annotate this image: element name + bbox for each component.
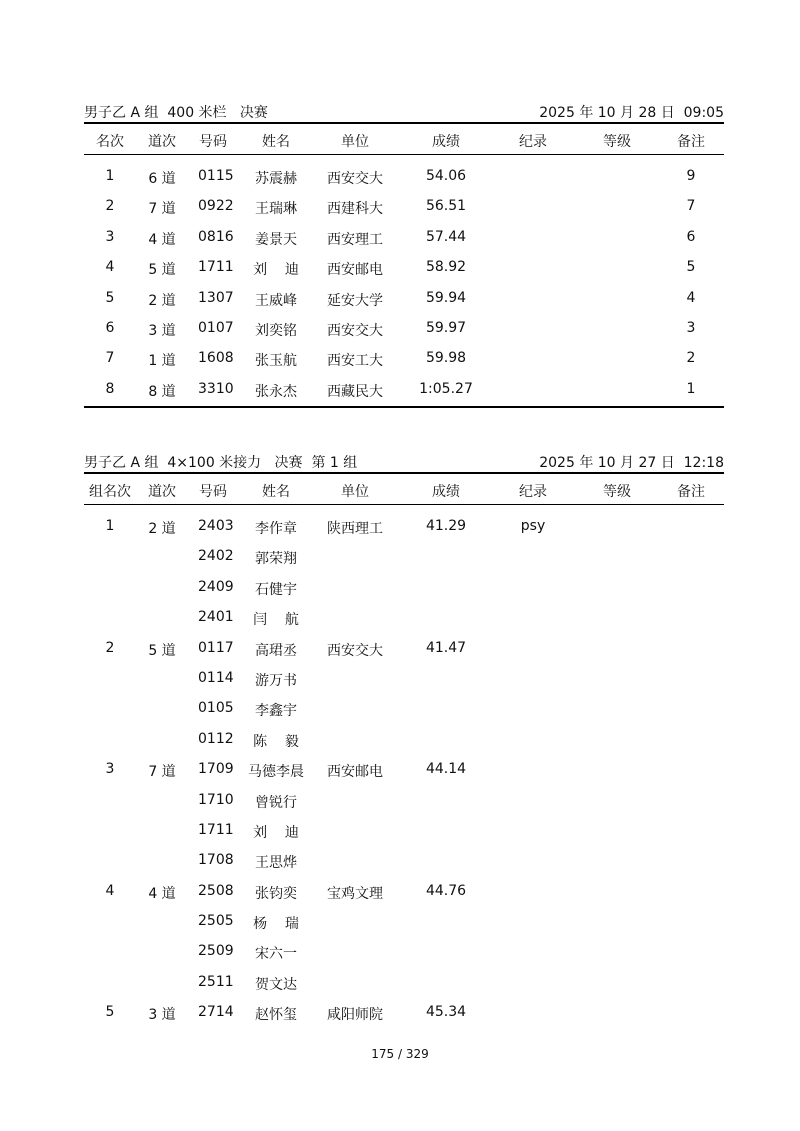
bib-cell: 0112 [198,730,234,747]
athlete-name-cell: 杨 瑞 [253,916,299,933]
result-cell: 1:05.27 [419,380,473,397]
table-row [84,845,724,875]
result-cell: 44.14 [425,761,467,778]
bib-cell: 1711 [198,821,234,838]
table-row [84,343,724,373]
athlete-name-cell: 宋六一 [255,946,297,963]
header-lane: 道次 [148,484,176,500]
bib-cell: 0105 [198,700,234,717]
bib-cell: 2409 [198,578,234,595]
bib-cell: 1307 [198,289,234,306]
event-title: 男子乙 A 组 4×100 米接力 决赛 第 1 组 [84,455,358,471]
rank-cell: 2 [105,639,115,656]
table-row [84,572,724,602]
table-row [84,876,724,906]
unit-cell: 西安交大 [327,642,383,659]
rank-cell: 3 [105,761,115,778]
athlete-name-cell: 刘 迪 [253,262,299,279]
lane-cell: 7 道 [148,201,176,218]
table-row [84,997,724,1027]
athlete-name-cell: 王瑞琳 [255,201,297,218]
table-row [84,663,724,693]
note-cell: 4 [686,289,696,306]
header-unit: 单位 [341,484,369,500]
lane-cell: 4 道 [148,231,176,248]
athlete-name-cell: 高珺丞 [255,642,297,659]
section-title-row [84,450,724,472]
rank-cell: 5 [105,289,115,306]
result-cell: 44.76 [425,882,467,899]
athlete-name-cell: 赵怀玺 [255,1007,297,1024]
result-cell: 59.97 [425,319,467,336]
lane-cell: 6 道 [148,171,176,187]
bib-cell: 2511 [198,973,234,990]
result-cell: 56.51 [425,198,467,215]
results-section-4x100-relay [84,450,724,1028]
unit-cell: 西安邮电 [327,262,383,279]
table-bottom-rule [84,406,724,408]
result-cell: 59.94 [425,289,467,306]
athlete-name-cell: 王思烨 [255,855,297,872]
bib-cell: 1608 [198,350,234,367]
lane-cell: 3 道 [148,1007,176,1024]
header-note: 备注 [677,484,705,500]
athlete-name-cell: 张永杰 [255,383,297,400]
unit-cell: 延安大学 [327,292,383,309]
athlete-name-cell: 王威峰 [255,292,297,309]
record-cell: psy [520,518,546,534]
lane-cell: 5 道 [148,262,176,279]
header-number: 号码 [199,134,227,150]
rank-cell: 7 [105,350,115,367]
bib-cell: 0115 [198,168,234,184]
athlete-name-cell: 游万书 [255,672,297,689]
athlete-name-cell: 贺文达 [255,976,297,993]
unit-cell: 西安理工 [327,231,383,248]
athlete-name-cell: 苏震赫 [255,171,297,187]
header-grade: 等级 [603,484,631,500]
bib-cell: 2509 [198,943,234,960]
results-table-body [84,161,724,404]
athlete-name-cell: 郭荣翔 [255,551,297,568]
rank-cell: 1 [105,518,115,534]
table-row [84,222,724,252]
header-unit: 单位 [341,134,369,150]
note-cell: 5 [686,259,696,276]
athlete-name-cell: 刘奕铭 [255,322,297,339]
bib-cell: 0922 [198,198,234,215]
results-section-400m-hurdles [84,100,724,408]
note-cell: 7 [686,198,696,215]
result-cell: 57.44 [425,228,467,245]
note-cell: 6 [686,228,696,245]
event-title: 男子乙 A 组 400 米栏 决赛 [84,105,268,121]
event-datetime: 2025 年 10 月 28 日 09:05 [539,105,724,121]
table-header-row [84,124,724,154]
table-row [84,252,724,282]
table-row [84,541,724,571]
rank-cell: 4 [105,882,115,899]
rank-cell: 5 [105,1004,115,1021]
unit-cell: 西藏民大 [327,383,383,400]
table-row [84,511,724,541]
bib-cell: 1711 [198,259,234,276]
result-cell: 41.29 [425,518,467,534]
section-title-row [84,100,724,122]
bib-cell: 2402 [198,548,234,565]
table-row [84,313,724,343]
athlete-name-cell: 陈 毅 [253,733,299,750]
unit-cell: 西安交大 [327,322,383,339]
table-row [84,967,724,997]
table-row [84,724,724,754]
header-number: 号码 [199,484,227,500]
header-result: 成绩 [432,134,460,150]
table-row [84,815,724,845]
athlete-name-cell: 闫 航 [253,612,299,629]
lane-cell: 5 道 [148,642,176,659]
header-name: 姓名 [262,484,290,500]
lane-cell: 3 道 [148,322,176,339]
lane-cell: 7 道 [148,764,176,781]
table-row [84,374,724,404]
lane-cell: 2 道 [148,521,176,537]
unit-cell: 陕西理工 [327,521,383,537]
athlete-name-cell: 石健宇 [255,581,297,598]
bib-cell: 0114 [198,669,234,686]
bib-cell: 2508 [198,882,234,899]
header-rank: 名次 [96,134,124,150]
header-result: 成绩 [432,484,460,500]
rank-cell: 3 [105,228,115,245]
unit-cell: 宝鸡文理 [327,885,383,902]
bib-cell: 2401 [198,609,234,626]
result-cell: 45.34 [425,1004,467,1021]
table-row [84,602,724,632]
athlete-name-cell: 马德李晨 [248,764,304,781]
lane-cell: 2 道 [148,292,176,309]
bib-cell: 1709 [198,761,234,778]
header-record: 纪录 [519,484,547,500]
header-record: 纪录 [519,134,547,150]
unit-cell: 西安交大 [327,171,383,187]
rank-cell: 2 [105,198,115,215]
unit-cell: 西安工大 [327,353,383,370]
bib-cell: 2714 [198,1004,234,1021]
results-table-body [84,511,724,1028]
page-number: 175 / 329 [371,1047,429,1061]
event-datetime: 2025 年 10 月 27 日 12:18 [539,455,724,471]
header-rank: 组名次 [89,484,131,500]
table-row [84,633,724,663]
unit-cell: 咸阳师院 [327,1007,383,1024]
bib-cell: 2403 [198,518,234,534]
header-note: 备注 [677,134,705,150]
bib-cell: 3310 [198,380,234,397]
header-name: 姓名 [262,134,290,150]
table-row [84,693,724,723]
table-row [84,906,724,936]
header-grade: 等级 [603,134,631,150]
athlete-name-cell: 刘 迪 [253,824,299,841]
result-cell: 41.47 [425,639,467,656]
bib-cell: 1708 [198,852,234,869]
note-cell: 9 [686,168,696,184]
note-cell: 1 [686,380,696,397]
table-row [84,936,724,966]
athlete-name-cell: 姜景天 [255,231,297,248]
bib-cell: 2505 [198,913,234,930]
lane-cell: 1 道 [148,353,176,370]
rank-cell: 8 [105,380,115,397]
bib-cell: 1710 [198,791,234,808]
table-row [84,161,724,191]
athlete-name-cell: 曾锐行 [255,794,297,811]
lane-cell: 8 道 [148,383,176,400]
lane-cell: 4 道 [148,885,176,902]
athlete-name-cell: 张钧奕 [255,885,297,902]
athlete-name-cell: 李作章 [255,521,297,537]
bib-cell: 0816 [198,228,234,245]
result-cell: 54.06 [425,168,467,184]
rank-cell: 1 [105,168,115,184]
result-cell: 59.98 [425,350,467,367]
athlete-name-cell: 张玉航 [255,353,297,370]
note-cell: 2 [686,350,696,367]
rank-cell: 4 [105,259,115,276]
table-header-row [84,474,724,504]
unit-cell: 西建科大 [327,201,383,218]
table-row [84,283,724,313]
athlete-name-cell: 李鑫宇 [255,703,297,720]
result-cell: 58.92 [425,259,467,276]
table-row [84,785,724,815]
unit-cell: 西安邮电 [327,764,383,781]
note-cell: 3 [686,319,696,336]
bib-cell: 0107 [198,319,234,336]
table-row [84,191,724,221]
table-row [84,754,724,784]
rank-cell: 6 [105,319,115,336]
bib-cell: 0117 [198,639,234,656]
header-lane: 道次 [148,134,176,150]
